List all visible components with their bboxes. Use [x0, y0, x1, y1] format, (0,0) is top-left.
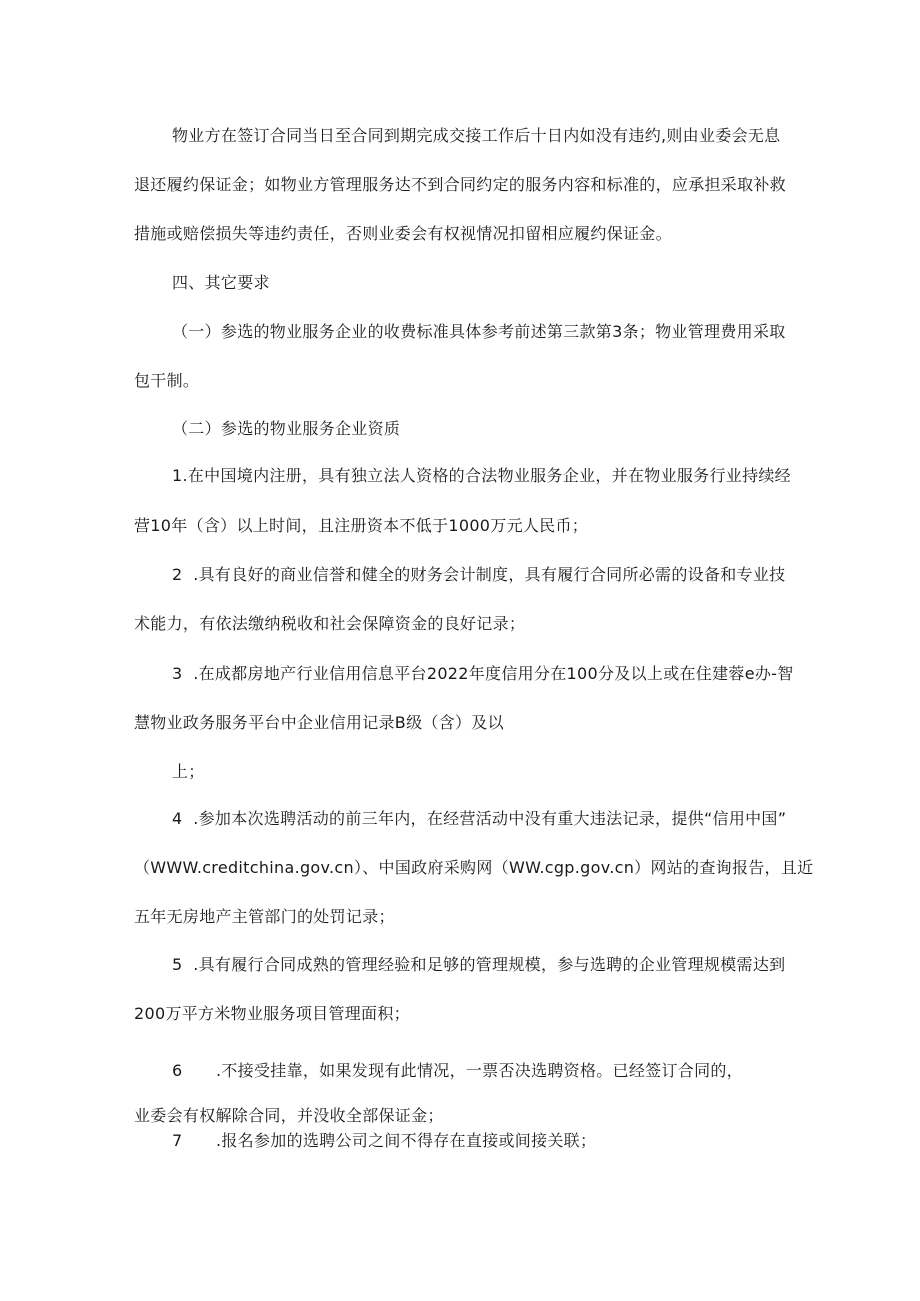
- list-item-line: 术能力，有依法缴纳税收和社会保障资金的良好记录；: [134, 614, 526, 633]
- list-item-number: 7: [172, 1131, 183, 1150]
- paragraph-line: （一）参选的物业服务企业的收费标准具体参考前述第三款第3条；物业管理费用采取: [172, 322, 786, 341]
- paragraph-line: 退还履约保证金；如物业方管理服务达不到合同约定的服务内容和标准的，应承担采取补救: [134, 175, 787, 194]
- list-item-line: 2 .具有良好的商业信誉和健全的财务会计制度，具有履行合同所必需的设备和专业技: [172, 565, 786, 584]
- section-heading: 四、其它要求: [172, 273, 270, 292]
- list-item-line: 4 .参加本次选聘活动的前三年内，在经营活动中没有重大违法记录，提供“信用中国”: [172, 809, 787, 828]
- paragraph-line: 措施或赔偿损失等违约责任，否则业委会有权视情况扣留相应履约保证金。: [134, 224, 672, 243]
- list-item-line: 5 .具有履行合同成熟的管理经验和足够的管理规模，参与选聘的企业管理规模需达到: [172, 955, 786, 974]
- list-item-line: 业委会有权解除合同，并没收全部保证金；: [134, 1106, 444, 1125]
- list-item-line: 慧物业政务服务平台中企业信用记录B级（含）及以: [134, 713, 504, 732]
- list-item-line: 上；: [172, 762, 205, 781]
- list-item-line: 1.在中国境内注册，具有独立法人资格的合法物业服务企业，并在物业服务行业持续经: [172, 466, 791, 485]
- list-item-line: 五年无房地产主管部门的处罚记录；: [134, 907, 395, 926]
- paragraph-line: 物业方在签订合同当日至合同到期完成交接工作后十日内如没有违约,则由业委会无息: [172, 126, 781, 145]
- list-item-line: 3 .在成都房地产行业信用信息平台2022年度信用分在100分及以上或在住建蓉e办-智: [172, 664, 794, 683]
- list-item-line: .不接受挂靠，如果发现有此情况，一票否决选聘资格。已经签订合同的，: [216, 1061, 743, 1080]
- list-item-number: 6: [172, 1061, 183, 1080]
- list-item-line: 200万平方米物业服务项目管理面积；: [134, 1004, 410, 1023]
- paragraph-line: 包干制。: [134, 371, 200, 390]
- list-item-line: （WWW.creditchina.gov.cn）、中国政府采购网（WW.cgp.gov.cn）网站的查询报告，且近: [134, 858, 814, 877]
- list-item-line: 营10年（含）以上时间，且注册资本不低于1000万元人民币；: [134, 516, 589, 535]
- subsection-heading: （二）参选的物业服务企业资质: [172, 419, 401, 438]
- list-item-line: .报名参加的选聘公司之间不得存在直接或间接关联；: [216, 1131, 597, 1150]
